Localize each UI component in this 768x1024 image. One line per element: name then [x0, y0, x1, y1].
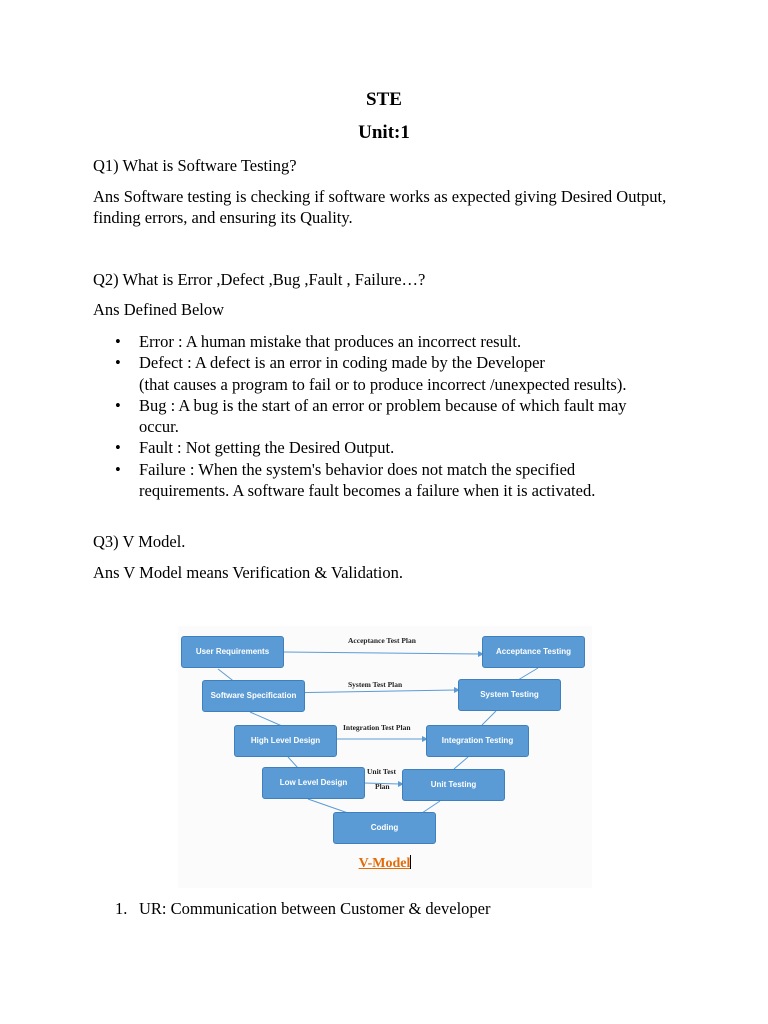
bullet-icon: • — [115, 459, 121, 479]
definition-failure-continued: requirements. A software fault becomes a failure when it is activated. — [139, 481, 596, 501]
definitions-list — [93, 331, 693, 501]
label-system-test-plan: System Test Plan — [348, 680, 403, 689]
arrow-acceptance-plan — [284, 652, 480, 654]
definition-bug: Bug : A bug is the start of an error or problem because of which fault may — [139, 395, 627, 415]
list-item — [93, 898, 490, 919]
box-user-requirements: User Requirements — [181, 636, 284, 668]
definition-defect: Defect : A defect is an error in coding made by the Developer — [139, 353, 545, 373]
q2-answer: Ans Defined Below — [93, 300, 225, 319]
list-item — [93, 331, 693, 352]
definition-failure: Failure : When the system's behavior does not match the specified — [139, 459, 576, 479]
list-item — [93, 395, 693, 438]
box-low-level-design: Low Level Design — [262, 767, 365, 799]
label-integration-test-plan: Integration Test Plan — [343, 723, 411, 732]
q1-question: Q1) What is Software Testing? — [93, 156, 297, 175]
definition-error: Error : A human mistake that produces an incorrect result. — [139, 332, 522, 351]
bullet-icon: • — [115, 353, 121, 373]
connector-it-ut — [454, 757, 468, 769]
document-subtitle: Unit:1 — [358, 122, 410, 143]
label-acceptance-test-plan: Acceptance Test Plan — [348, 636, 416, 645]
definition-fault: Fault : Not getting the Desired Output. — [139, 438, 395, 458]
connector-ss-hld — [250, 712, 282, 726]
diagram-caption — [178, 855, 592, 872]
document-title: STE — [366, 89, 402, 110]
q2-question: Q2) What is Error ,Defect ,Bug ,Fault , Failure…? — [93, 270, 426, 289]
q3-question: Q3) V Model. — [93, 532, 186, 551]
box-integration-testing: Integration Testing — [426, 725, 529, 757]
list-item — [93, 352, 693, 395]
list-number: 1. — [115, 899, 128, 918]
v-model-diagram — [178, 626, 592, 888]
connector-st-it — [482, 711, 496, 725]
definition-defect-continued: (that causes a program to fail or to produce incorrect /unexpected results). — [139, 374, 627, 394]
list-item — [93, 437, 693, 458]
text-cursor-icon — [410, 855, 411, 869]
caption-text: V-Model — [358, 856, 411, 871]
label-unit-test-plan-line2: Plan — [375, 782, 390, 791]
numbered-list — [93, 898, 490, 919]
box-system-testing: System Testing — [458, 679, 561, 711]
q3-answer: Ans V Model means Verification & Validation. — [93, 563, 403, 582]
list-item — [93, 459, 693, 502]
q1-answer: Ans Software testing is checking if software works as expected giving Desired Output, finding errors, and ensuring its Quality. — [93, 187, 667, 227]
box-acceptance-testing: Acceptance Testing — [482, 636, 585, 668]
box-coding: Coding — [333, 812, 436, 844]
connector-lld-coding — [308, 799, 348, 813]
box-high-level-design: High Level Design — [234, 725, 337, 757]
bullet-icon: • — [115, 438, 121, 458]
bullet-icon: • — [115, 395, 121, 415]
box-unit-testing: Unit Testing — [402, 769, 505, 801]
bullet-icon: • — [115, 332, 121, 351]
label-unit-test-plan-line1: Unit Test — [367, 767, 396, 776]
definition-bug-continued: occur. — [139, 417, 179, 437]
step-ur: UR: Communication between Customer & developer — [139, 899, 491, 918]
box-software-specification: Software Specification — [202, 680, 305, 712]
